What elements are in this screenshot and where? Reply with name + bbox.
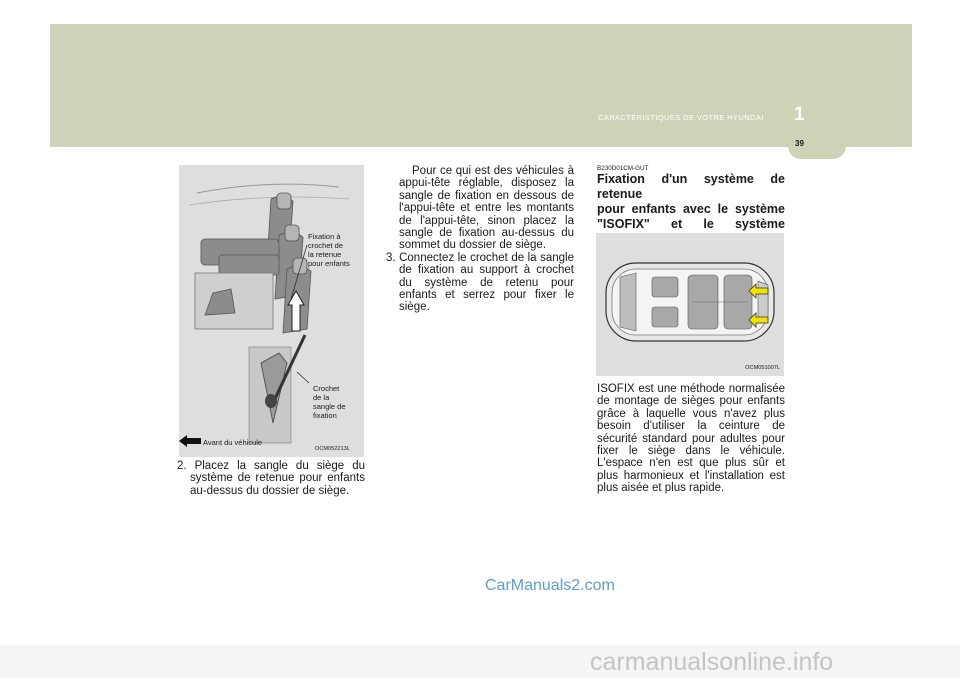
isofix-paragraph: ISOFIX est une méthode normalisée de montage de sièges pour enfants grâce à laquelle vous n'avez plus besoin d'utiliser la ceinture de sécurité standard pour adultes pour fixer le siège dans le véhicule. L'espace n'en est que plus sûr et plus harmonieux et l'installation est plus aisée et plus rapide. xyxy=(597,383,785,495)
isofix-description xyxy=(597,383,785,495)
section-ref-code: B230D01CM-GUT xyxy=(597,165,649,172)
section-title: Fixation d'un système de retenue pour enfants avec le système "ISOFIX" et le système xyxy=(597,172,785,231)
tether-strap-illustration xyxy=(179,165,364,457)
chapter-title: CARACTÉRISTIQUES DE VOTRE HYUNDAI xyxy=(598,113,764,122)
vehicle-top-view xyxy=(596,233,784,376)
chapter-number: 1 xyxy=(794,104,805,125)
label-crochet-sangle: Crochet de la sangle de fixation xyxy=(313,384,346,420)
isofix-vehicle-illustration xyxy=(596,233,784,376)
label-avant-du-vehicule: Avant du véhicule xyxy=(203,438,263,447)
step-2 xyxy=(177,460,365,497)
footer-site-text[interactable]: carmanualsonline.info xyxy=(590,648,834,676)
headrest-paragraph: Pour ce qui est des véhicules à appui-tête réglable, disposez la sangle de fixation en dessous de l'appui-tête et entre les montants de l'appui-tête, sinon placez la sangle de fixation au-dessus du sommet du dossier de siège. xyxy=(399,165,574,252)
figure1-code: OCM052213L xyxy=(315,446,350,452)
step-2-text: 2. Placez la sangle du siège du système de retenue pour enfants au-dessus du dossier de siège. xyxy=(177,460,365,497)
middle-column xyxy=(386,165,574,314)
header-band xyxy=(50,24,912,147)
figure2-code: OCM051007L xyxy=(745,365,780,371)
step-3-text: 3. Connectez le crochet de la sangle de fixation au support à crochet du système de retenu pour enfants et serrez pour fixer le siège. xyxy=(386,251,574,314)
page-number: 39 xyxy=(795,139,804,148)
watermark-carmanuals2[interactable]: CarManuals2.com xyxy=(485,577,615,594)
label-fixation-a-crochet: Fixation à crochet de la retenue pour enfants xyxy=(308,232,350,268)
